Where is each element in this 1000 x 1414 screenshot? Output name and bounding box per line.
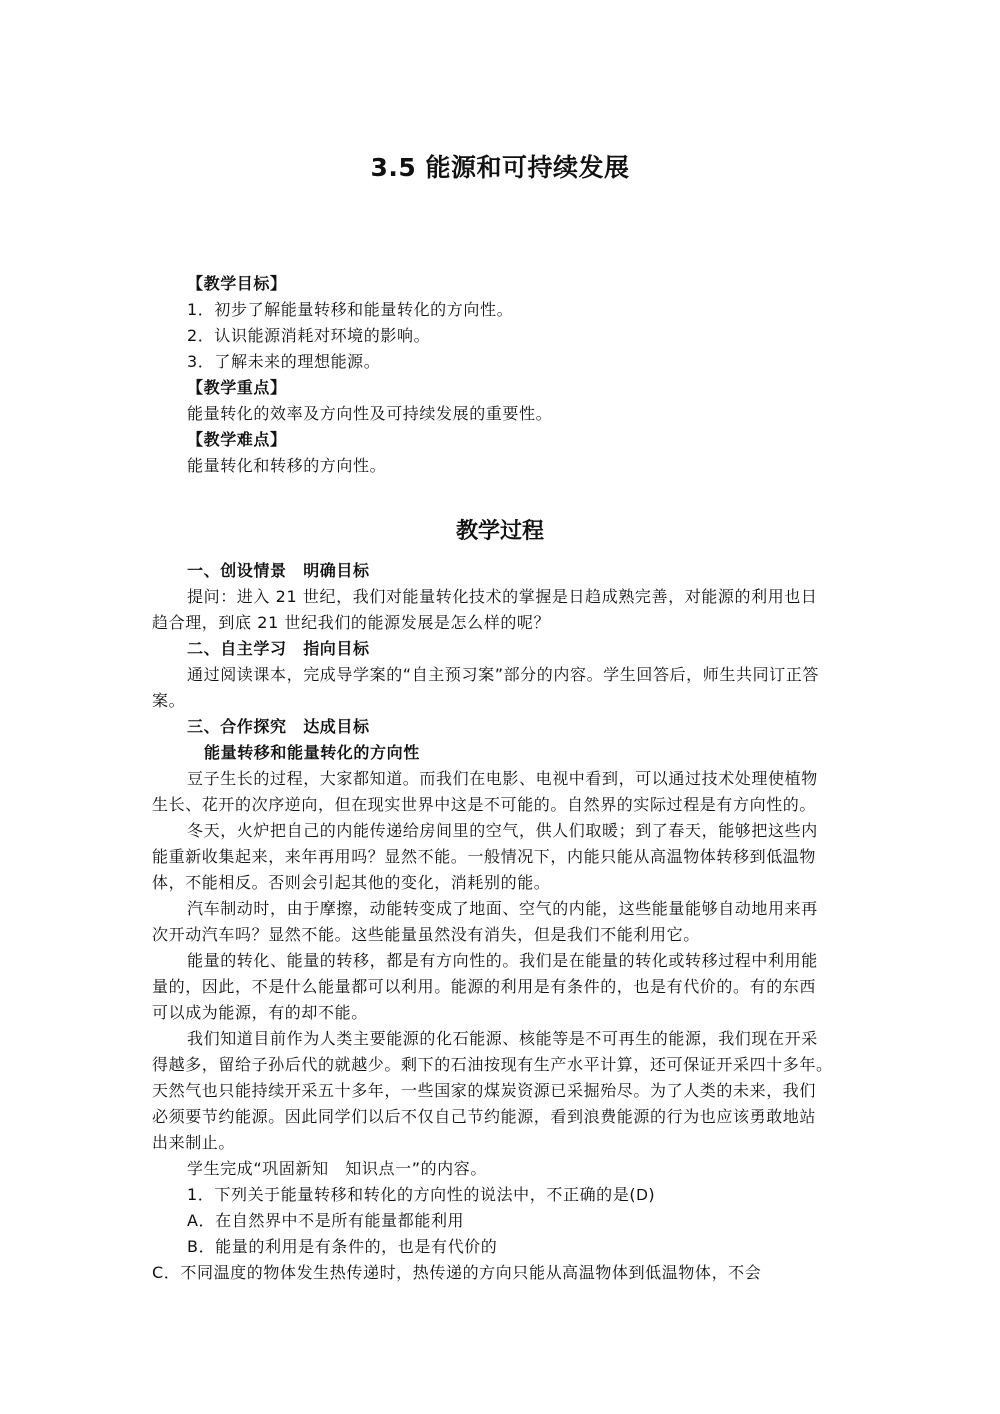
section1-line: 趋合理，到底 21 世纪我们的能源发展是怎么样的呢？ <box>152 613 551 632</box>
section3-subheading: 能量转移和能量转化的方向性 <box>204 743 420 762</box>
key-points-text: 能量转化的效率及方向性及可持续发展的重要性。 <box>187 404 553 423</box>
question-stem-text: 1．下列关于能量转移和转化的方向性的说法中，不正确的是( <box>187 1185 637 1204</box>
section1-heading: 一、创设情景 明确目标 <box>187 561 370 580</box>
document-title: 3.5 能源和可持续发展 <box>370 153 630 182</box>
question-option-c: C．不同温度的物体发生热传递时，热传递的方向只能从高温物体到低温物体，不会 <box>152 1263 762 1282</box>
question-option-a: A．在自然界中不是所有能量都能利用 <box>187 1211 465 1230</box>
paragraph-line: 汽车制动时，由于摩擦，动能转变成了地面、空气的内能，这些能量能够自动地用来再 <box>187 899 818 918</box>
question-option-b: B．能量的利用是有条件的，也是有代价的 <box>187 1237 498 1256</box>
objectives-heading: 【教学目标】 <box>187 274 287 293</box>
paragraph-line: 次开动汽车吗？显然不能。这些能量虽然没有消失，但是我们不能利用它。 <box>152 925 700 944</box>
objective-item: 3．了解未来的理想能源。 <box>187 352 381 371</box>
section2-heading: 二、自主学习 指向目标 <box>187 639 370 658</box>
difficulties-heading: 【教学难点】 <box>187 430 287 449</box>
paragraph-line: 我们知道目前作为人类主要能源的化石能源、核能等是不可再生的能源，我们现在开采 <box>187 1029 818 1048</box>
difficulties-text: 能量转化和转移的方向性。 <box>187 456 387 475</box>
question-answer: D <box>636 1187 649 1204</box>
question-stem <box>187 1184 655 1207</box>
task-text: 学生完成“巩固新知 知识点一”的内容。 <box>187 1159 487 1178</box>
paragraph-line: 出来制止。 <box>152 1133 236 1152</box>
question-stem-end: ) <box>648 1185 656 1204</box>
objective-item: 1．初步了解能量转移和能量转化的方向性。 <box>187 300 514 319</box>
paragraph-line: 体，不能相反。否则会引起其他的变化，消耗别的能。 <box>152 873 551 892</box>
section2-line: 案。 <box>152 691 186 710</box>
paragraph-line: 天然气也只能持续开采五十多年，一些国家的煤炭资源已采掘殆尽。为了人类的未来，我们 <box>152 1081 817 1100</box>
paragraph-line: 生长、花开的次序逆向，但在现实世界中这是不可能的。自然界的实际过程是有方向性的。 <box>152 795 817 814</box>
paragraph-line: 能量的转化、能量的转移，都是有方向性的。我们是在能量的转化或转移过程中利用能 <box>187 951 818 970</box>
paragraph-line: 可以成为能源，有的却不能。 <box>152 1003 368 1022</box>
paragraph-line: 能重新收集起来，来年再用吗？显然不能。一般情况下，内能只能从高温物体转移到低温物 <box>152 847 817 866</box>
paragraph-line: 豆子生长的过程，大家都知道。而我们在电影、电视中看到，可以通过技术处理使植物 <box>187 769 818 788</box>
key-points-heading: 【教学重点】 <box>187 378 287 397</box>
paragraph-line: 必须要节约能源。因此同学们以后不仅自己节约能源，看到浪费能源的行为也应该勇敢地站 <box>152 1107 817 1126</box>
section2-line: 通过阅读课本，完成导学案的“自主预习案”部分的内容。学生回答后，师生共同订正答 <box>187 665 819 684</box>
section1-line: 提问：进入 21 世纪，我们对能量转化技术的掌握是日趋成熟完善，对能源的利用也日 <box>187 587 818 606</box>
objective-item: 2．认识能源消耗对环境的影响。 <box>187 326 431 345</box>
process-title: 教学过程 <box>455 519 544 544</box>
paragraph-line: 量的，因此，不是什么能量都可以利用。能源的利用是有条件的，也是有代价的。有的东西 <box>152 977 817 996</box>
paragraph-line: 得越多，留给子孙后代的就越少。剩下的石油按现有生产水平计算，还可保证开采四十多年。 <box>152 1055 833 1074</box>
paragraph-line: 冬天，火炉把自己的内能传递给房间里的空气，供人们取暖；到了春天，能够把这些内 <box>187 821 818 840</box>
section3-heading: 三、合作探究 达成目标 <box>187 717 370 736</box>
